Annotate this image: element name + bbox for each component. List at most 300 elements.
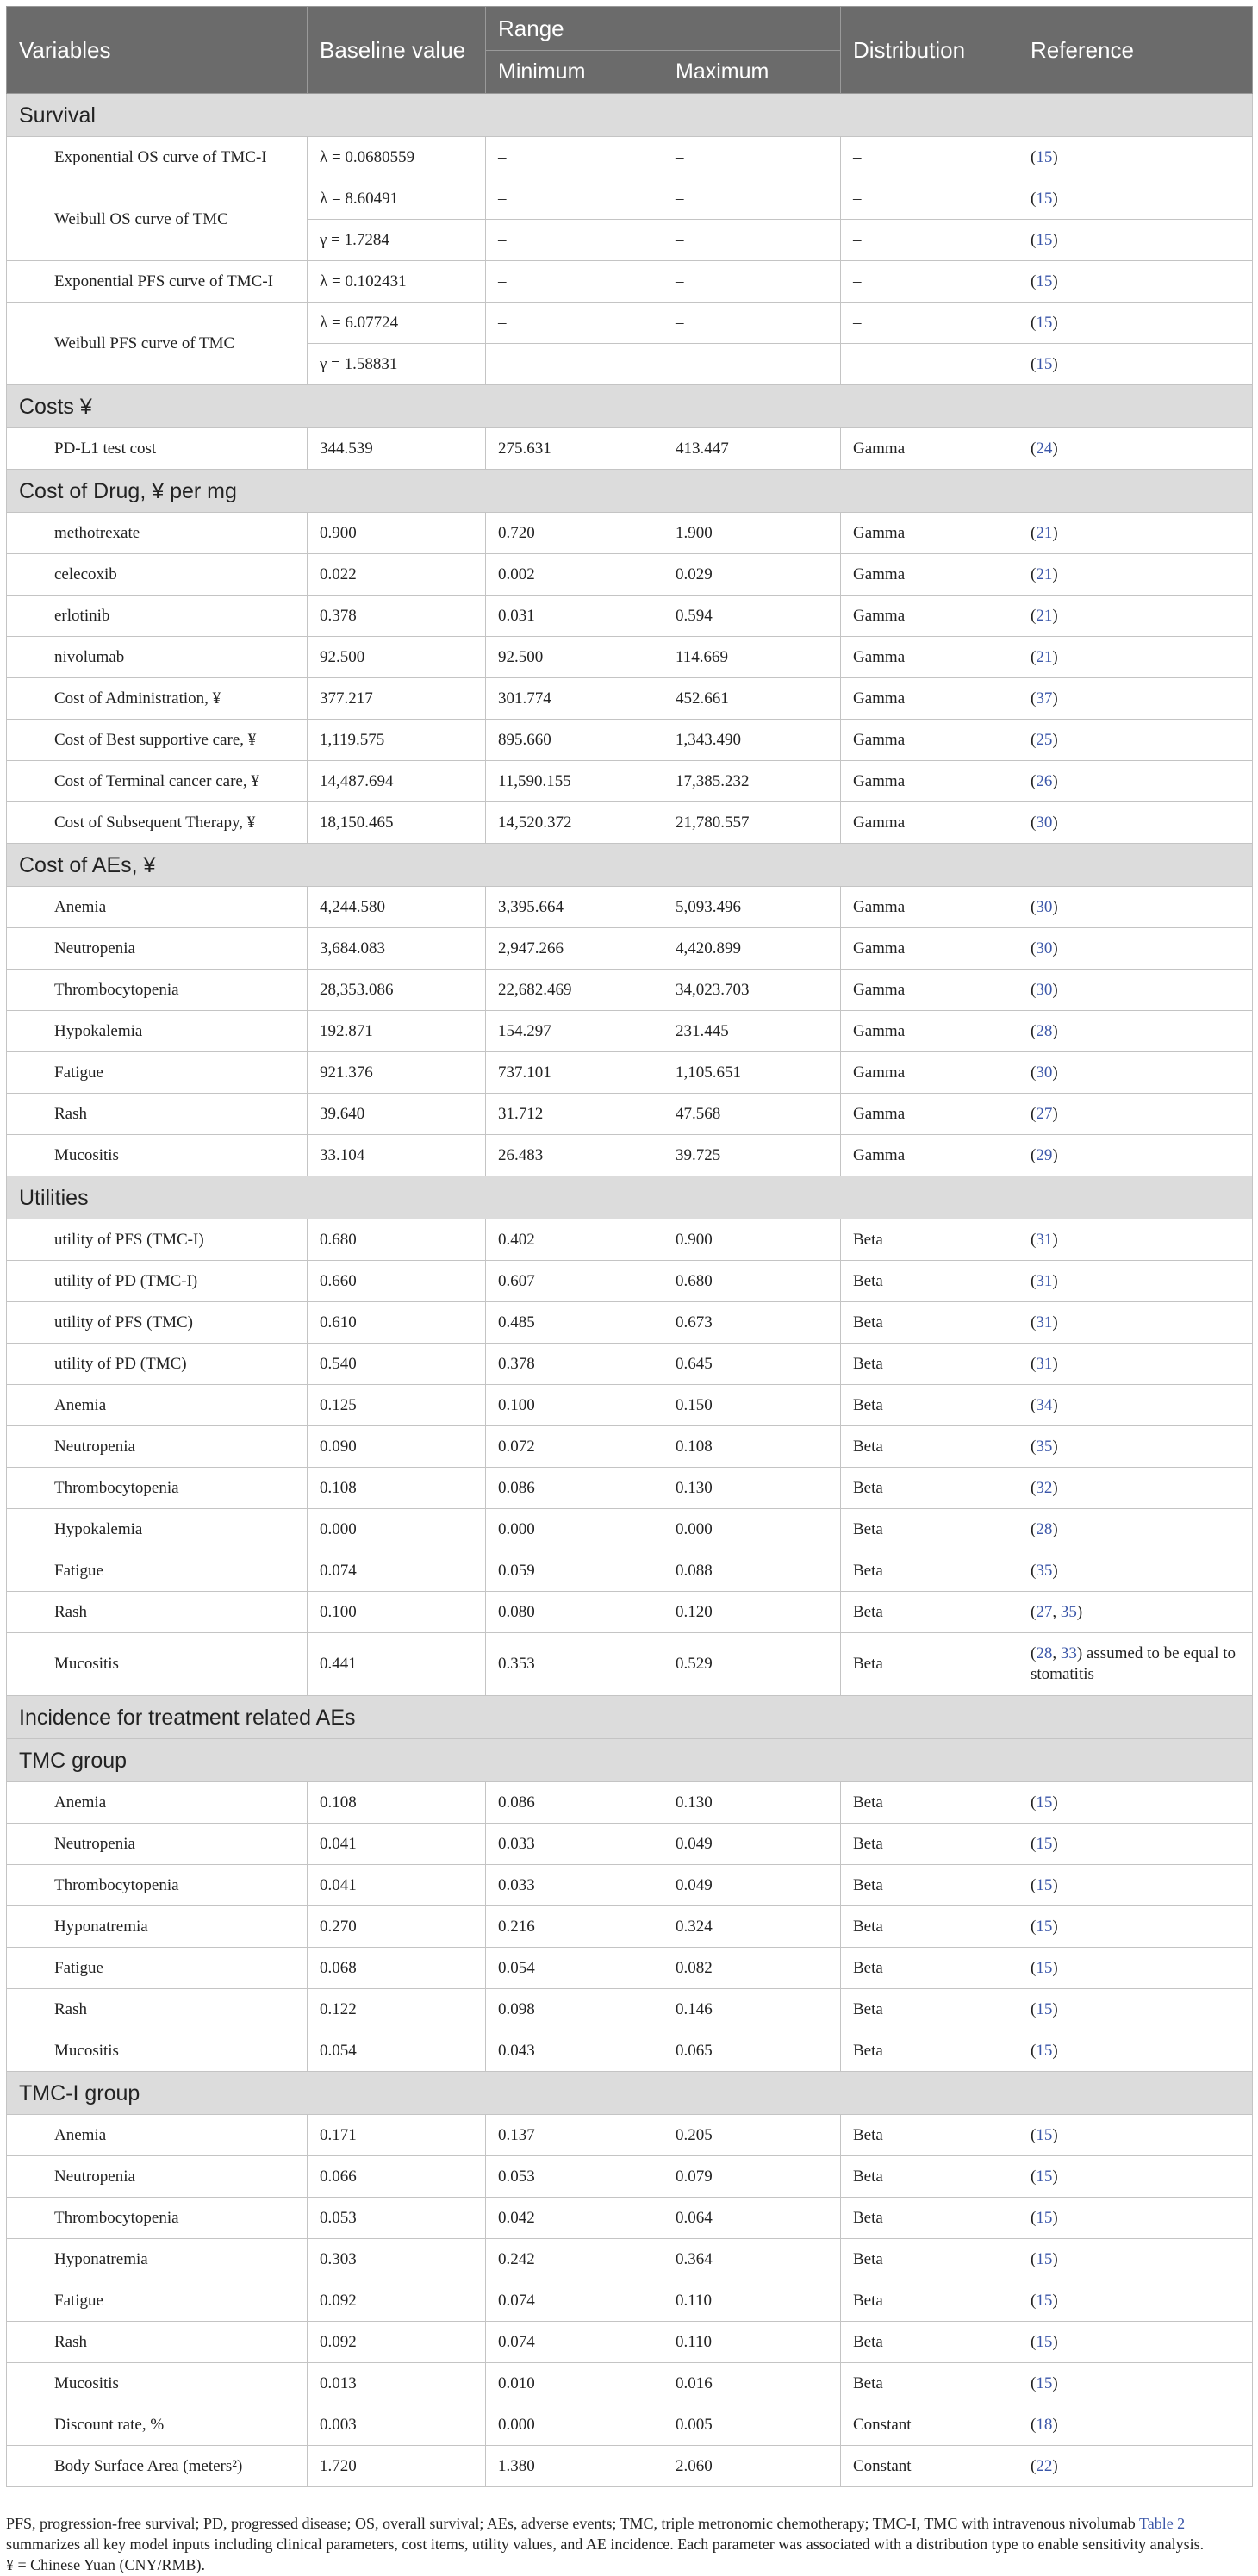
baseline-cell: 344.539 — [308, 428, 486, 470]
variable-cell: PD-L1 test cost — [7, 428, 308, 470]
table-row — [7, 303, 1253, 344]
baseline-cell: 0.122 — [308, 1989, 486, 2030]
citation-link[interactable]: 18 — [1036, 2415, 1053, 2434]
baseline-cell: 28,353.086 — [308, 970, 486, 1011]
maximum-cell: 2.060 — [663, 2446, 841, 2487]
maximum-cell: – — [663, 344, 841, 385]
citation-link[interactable]: 30 — [1036, 813, 1053, 832]
maximum-cell: 0.049 — [663, 1865, 841, 1906]
variable-cell: Mucositis — [7, 2363, 308, 2404]
citation-link[interactable]: 31 — [1036, 1271, 1053, 1290]
table-row — [7, 1865, 1253, 1906]
baseline-cell: 3,684.083 — [308, 928, 486, 970]
citation-link[interactable]: 15 — [1036, 313, 1053, 332]
distribution-cell: Beta — [841, 1385, 1018, 1426]
section-header — [7, 385, 1253, 428]
table-footnote — [6, 2513, 1252, 2575]
distribution-cell: – — [841, 137, 1018, 178]
reference-cell: (21) — [1018, 596, 1253, 637]
table-row — [7, 1135, 1253, 1176]
maximum-cell: 452.661 — [663, 678, 841, 720]
variable-cell: Rash — [7, 1989, 308, 2030]
baseline-cell: 0.092 — [308, 2280, 486, 2322]
distribution-cell: Gamma — [841, 1052, 1018, 1094]
citation-link[interactable]: 31 — [1036, 1230, 1053, 1249]
maximum-cell: 0.529 — [663, 1633, 841, 1696]
reference-cell: (15) — [1018, 2322, 1253, 2363]
variable-cell: utility of PD (TMC-I) — [7, 1261, 308, 1302]
baseline-cell: 0.378 — [308, 596, 486, 637]
baseline-cell: 0.003 — [308, 2404, 486, 2446]
reference-cell: (15) — [1018, 1782, 1253, 1824]
variable-cell: Thrombocytopenia — [7, 2198, 308, 2239]
maximum-cell: 0.324 — [663, 1906, 841, 1948]
maximum-cell: – — [663, 178, 841, 220]
distribution-cell: Gamma — [841, 761, 1018, 802]
parameters-table — [6, 6, 1253, 2487]
table-row — [7, 137, 1253, 178]
distribution-cell: – — [841, 178, 1018, 220]
citation-link[interactable]: 28 — [1036, 1519, 1053, 1538]
table-row — [7, 928, 1253, 970]
minimum-cell: 2,947.266 — [486, 928, 663, 970]
reference-cell: (24) — [1018, 428, 1253, 470]
header-maximum: Maximum — [663, 51, 841, 94]
baseline-cell: 0.900 — [308, 513, 486, 554]
variable-cell: Cost of Terminal cancer care, ¥ — [7, 761, 308, 802]
maximum-cell: 0.016 — [663, 2363, 841, 2404]
citation-link[interactable]: 15 — [1036, 2208, 1053, 2227]
citation-link[interactable]: 15 — [1036, 1917, 1053, 1936]
table-row — [7, 2446, 1253, 2487]
table-row — [7, 720, 1253, 761]
maximum-cell: 0.673 — [663, 1302, 841, 1344]
maximum-cell: 4,420.899 — [663, 928, 841, 970]
table-row — [7, 1052, 1253, 1094]
citation-link[interactable]: 31 — [1036, 1354, 1053, 1373]
baseline-cell: γ = 1.58831 — [308, 344, 486, 385]
reference-cell: (15) — [1018, 261, 1253, 303]
citation-link[interactable]: 15 — [1036, 2125, 1053, 2144]
citation-link[interactable]: 15 — [1036, 2332, 1053, 2351]
variable-cell: Weibull PFS curve of TMC — [7, 303, 308, 385]
maximum-cell: 231.445 — [663, 1011, 841, 1052]
minimum-cell: 0.137 — [486, 2115, 663, 2156]
baseline-cell: 0.092 — [308, 2322, 486, 2363]
reference-cell: (28, 33) assumed to be equal to stomatitis — [1018, 1633, 1253, 1696]
baseline-cell: 0.171 — [308, 2115, 486, 2156]
reference-cell: (30) — [1018, 802, 1253, 844]
baseline-cell: λ = 8.60491 — [308, 178, 486, 220]
reference-cell: (27, 35) — [1018, 1592, 1253, 1633]
variable-cell: Anemia — [7, 887, 308, 928]
distribution-cell: Beta — [841, 1865, 1018, 1906]
maximum-cell: 0.900 — [663, 1219, 841, 1261]
baseline-cell: 0.660 — [308, 1261, 486, 1302]
section-title: Cost of AEs, ¥ — [7, 844, 1253, 887]
maximum-cell: – — [663, 220, 841, 261]
table-row — [7, 637, 1253, 678]
reference-cell: (27) — [1018, 1094, 1253, 1135]
maximum-cell: – — [663, 303, 841, 344]
variable-cell: erlotinib — [7, 596, 308, 637]
maximum-cell: 0.065 — [663, 2030, 841, 2072]
citation-link[interactable]: 28 — [1036, 1021, 1053, 1040]
baseline-cell: λ = 0.102431 — [308, 261, 486, 303]
table-row — [7, 1633, 1253, 1696]
maximum-cell: 0.364 — [663, 2239, 841, 2280]
citation-link[interactable]: 15 — [1036, 2041, 1053, 2060]
citation-link[interactable]: 15 — [1036, 271, 1053, 290]
distribution-cell: Gamma — [841, 637, 1018, 678]
maximum-cell: 0.680 — [663, 1261, 841, 1302]
distribution-cell: Gamma — [841, 928, 1018, 970]
citation-link[interactable]: 21 — [1036, 606, 1053, 625]
distribution-cell: Gamma — [841, 887, 1018, 928]
variable-cell: Anemia — [7, 2115, 308, 2156]
table-row — [7, 1426, 1253, 1468]
variable-cell: Hyponatremia — [7, 1906, 308, 1948]
baseline-cell: 0.013 — [308, 2363, 486, 2404]
citation-link[interactable]: 27 — [1036, 1104, 1053, 1123]
minimum-cell: 0.000 — [486, 1509, 663, 1550]
citation-link[interactable]: 21 — [1036, 647, 1053, 666]
distribution-cell: Beta — [841, 2198, 1018, 2239]
minimum-cell: 0.010 — [486, 2363, 663, 2404]
table-row — [7, 1989, 1253, 2030]
section-title: Costs ¥ — [7, 385, 1253, 428]
minimum-cell: 0.100 — [486, 1385, 663, 1426]
variable-cell: Hyponatremia — [7, 2239, 308, 2280]
baseline-cell: γ = 1.7284 — [308, 220, 486, 261]
citation-link[interactable]: 15 — [1036, 2249, 1053, 2268]
table-row — [7, 1261, 1253, 1302]
header-distribution: Distribution — [841, 7, 1018, 94]
baseline-cell: 0.108 — [308, 1782, 486, 1824]
minimum-cell: 301.774 — [486, 678, 663, 720]
distribution-cell: Gamma — [841, 513, 1018, 554]
variable-cell: Anemia — [7, 1385, 308, 1426]
minimum-cell: 0.031 — [486, 596, 663, 637]
citation-link[interactable]: 15 — [1036, 147, 1053, 166]
minimum-cell: 11,590.155 — [486, 761, 663, 802]
baseline-cell: 0.680 — [308, 1219, 486, 1261]
baseline-cell: 0.441 — [308, 1633, 486, 1696]
citation-link[interactable]: 15 — [1036, 1834, 1053, 1853]
variable-cell: Neutropenia — [7, 928, 308, 970]
table-row — [7, 554, 1253, 596]
table-row — [7, 2280, 1253, 2322]
minimum-cell: 0.353 — [486, 1633, 663, 1696]
citation-link[interactable]: 21 — [1036, 523, 1053, 542]
distribution-cell: Gamma — [841, 802, 1018, 844]
reference-cell: (31) — [1018, 1302, 1253, 1344]
citation-link[interactable]: 21 — [1036, 564, 1053, 583]
baseline-cell: 92.500 — [308, 637, 486, 678]
table-row — [7, 1344, 1253, 1385]
variable-cell: Rash — [7, 1094, 308, 1135]
baseline-cell: 39.640 — [308, 1094, 486, 1135]
variable-cell: Neutropenia — [7, 1426, 308, 1468]
citation-link[interactable]: 32 — [1036, 1478, 1053, 1497]
baseline-cell: 0.053 — [308, 2198, 486, 2239]
citation-link[interactable]: 30 — [1036, 939, 1053, 957]
minimum-cell: 0.607 — [486, 1261, 663, 1302]
table-row — [7, 1385, 1253, 1426]
minimum-cell: – — [486, 261, 663, 303]
distribution-cell: Gamma — [841, 596, 1018, 637]
baseline-cell: 0.090 — [308, 1426, 486, 1468]
distribution-cell: Gamma — [841, 554, 1018, 596]
minimum-cell: 275.631 — [486, 428, 663, 470]
maximum-cell: 0.064 — [663, 2198, 841, 2239]
citation-link[interactable]: 15 — [1036, 2373, 1053, 2392]
distribution-cell: Beta — [841, 1468, 1018, 1509]
baseline-cell: 0.041 — [308, 1824, 486, 1865]
section-title: Utilities — [7, 1176, 1253, 1219]
section-header — [7, 844, 1253, 887]
baseline-cell: 33.104 — [308, 1135, 486, 1176]
distribution-cell: – — [841, 303, 1018, 344]
distribution-cell: – — [841, 344, 1018, 385]
maximum-cell: 0.110 — [663, 2280, 841, 2322]
citation-link[interactable]: 35 — [1036, 1561, 1053, 1580]
distribution-cell: Beta — [841, 2115, 1018, 2156]
citation-link[interactable]: 29 — [1036, 1145, 1053, 1164]
baseline-cell: 0.041 — [308, 1865, 486, 1906]
table-row — [7, 513, 1253, 554]
citation-link[interactable]: 15 — [1036, 1793, 1053, 1812]
reference-cell: (25) — [1018, 720, 1253, 761]
variable-cell: celecoxib — [7, 554, 308, 596]
variable-cell: Rash — [7, 2322, 308, 2363]
distribution-cell: Gamma — [841, 720, 1018, 761]
citation-link[interactable]: 15 — [1036, 2291, 1053, 2310]
baseline-cell: 192.871 — [308, 1011, 486, 1052]
minimum-cell: 0.098 — [486, 1989, 663, 2030]
variable-cell: Weibull OS curve of TMC — [7, 178, 308, 261]
minimum-cell: – — [486, 137, 663, 178]
baseline-cell: 0.066 — [308, 2156, 486, 2198]
citation-link[interactable]: 24 — [1036, 439, 1053, 458]
minimum-cell: 0.378 — [486, 1344, 663, 1385]
citation-link[interactable]: 15 — [1036, 189, 1053, 208]
section-header — [7, 1739, 1253, 1782]
distribution-cell: – — [841, 261, 1018, 303]
maximum-cell: 1,105.651 — [663, 1052, 841, 1094]
header-minimum: Minimum — [486, 51, 663, 94]
table-row — [7, 1906, 1253, 1948]
maximum-cell: 0.130 — [663, 1782, 841, 1824]
minimum-cell: 0.043 — [486, 2030, 663, 2072]
header-baseline: Baseline value — [308, 7, 486, 94]
baseline-cell: 0.108 — [308, 1468, 486, 1509]
table-row — [7, 2322, 1253, 2363]
citation-link[interactable]: 26 — [1036, 771, 1053, 790]
table-row — [7, 1219, 1253, 1261]
header-variables: Variables — [7, 7, 308, 94]
maximum-cell: 0.130 — [663, 1468, 841, 1509]
baseline-cell: 0.000 — [308, 1509, 486, 1550]
minimum-cell: 0.053 — [486, 2156, 663, 2198]
table-row — [7, 887, 1253, 928]
reference-cell: (15) — [1018, 137, 1253, 178]
distribution-cell: Beta — [841, 1633, 1018, 1696]
reference-cell: (21) — [1018, 637, 1253, 678]
variable-cell: utility of PFS (TMC-I) — [7, 1219, 308, 1261]
maximum-cell: 0.082 — [663, 1948, 841, 1989]
baseline-cell: 0.270 — [308, 1906, 486, 1948]
minimum-cell: – — [486, 344, 663, 385]
distribution-cell: Constant — [841, 2446, 1018, 2487]
baseline-cell: 0.054 — [308, 2030, 486, 2072]
distribution-cell: Beta — [841, 1906, 1018, 1948]
maximum-cell: 0.029 — [663, 554, 841, 596]
maximum-cell: 0.049 — [663, 1824, 841, 1865]
variable-cell: Fatigue — [7, 1052, 308, 1094]
citation-link[interactable]: 35 — [1060, 1602, 1077, 1621]
baseline-cell: 1.720 — [308, 2446, 486, 2487]
reference-cell: (21) — [1018, 513, 1253, 554]
variable-cell: methotrexate — [7, 513, 308, 554]
citation-link[interactable]: 15 — [1036, 354, 1053, 373]
maximum-cell: 1.900 — [663, 513, 841, 554]
distribution-cell: Gamma — [841, 1094, 1018, 1135]
maximum-cell: 0.110 — [663, 2322, 841, 2363]
table-row — [7, 1468, 1253, 1509]
minimum-cell: 0.033 — [486, 1865, 663, 1906]
variable-cell: Mucositis — [7, 1135, 308, 1176]
citation-link[interactable]: 15 — [1036, 2167, 1053, 2186]
maximum-cell: 5,093.496 — [663, 887, 841, 928]
table-row — [7, 761, 1253, 802]
variable-cell: Mucositis — [7, 1633, 308, 1696]
minimum-cell: 154.297 — [486, 1011, 663, 1052]
citation-link[interactable]: 28 — [1036, 1644, 1053, 1662]
reference-cell: (30) — [1018, 970, 1253, 1011]
maximum-cell: 0.146 — [663, 1989, 841, 2030]
baseline-cell: 4,244.580 — [308, 887, 486, 928]
citation-link[interactable]: 15 — [1036, 1999, 1053, 2018]
section-header — [7, 470, 1253, 513]
minimum-cell: 3,395.664 — [486, 887, 663, 928]
citation-link[interactable]: 25 — [1036, 730, 1053, 749]
citation-link[interactable]: 35 — [1036, 1437, 1053, 1456]
maximum-cell: 114.669 — [663, 637, 841, 678]
minimum-cell: 0.000 — [486, 2404, 663, 2446]
table-row — [7, 970, 1253, 1011]
distribution-cell: Beta — [841, 1592, 1018, 1633]
section-header — [7, 94, 1253, 137]
distribution-cell: Gamma — [841, 970, 1018, 1011]
maximum-cell: 0.205 — [663, 2115, 841, 2156]
table-2-link[interactable]: Table 2 — [1138, 2515, 1186, 2532]
reference-cell: (15) — [1018, 220, 1253, 261]
section-header — [7, 2072, 1253, 2115]
table-row — [7, 802, 1253, 844]
variable-cell: Rash — [7, 1592, 308, 1633]
maximum-cell: 413.447 — [663, 428, 841, 470]
variable-cell: Mucositis — [7, 2030, 308, 2072]
citation-link[interactable]: 30 — [1036, 980, 1053, 999]
reference-cell: (15) — [1018, 1906, 1253, 1948]
distribution-cell: Beta — [841, 1219, 1018, 1261]
maximum-cell: 1,343.490 — [663, 720, 841, 761]
minimum-cell: 0.002 — [486, 554, 663, 596]
reference-cell: (15) — [1018, 2156, 1253, 2198]
variable-cell: Cost of Best supportive care, ¥ — [7, 720, 308, 761]
baseline-cell: 0.100 — [308, 1592, 486, 1633]
distribution-cell: Gamma — [841, 678, 1018, 720]
baseline-cell: 0.540 — [308, 1344, 486, 1385]
variable-cell: Fatigue — [7, 2280, 308, 2322]
citation-link[interactable]: 27 — [1036, 1602, 1053, 1621]
minimum-cell: 0.033 — [486, 1824, 663, 1865]
maximum-cell: 39.725 — [663, 1135, 841, 1176]
section-title: Cost of Drug, ¥ per mg — [7, 470, 1253, 513]
minimum-cell: 22,682.469 — [486, 970, 663, 1011]
table-row — [7, 428, 1253, 470]
citation-link[interactable]: 30 — [1036, 897, 1053, 916]
minimum-cell: 0.720 — [486, 513, 663, 554]
variable-cell: Neutropenia — [7, 1824, 308, 1865]
table-row — [7, 1094, 1253, 1135]
minimum-cell: 14,520.372 — [486, 802, 663, 844]
citation-link[interactable]: 22 — [1036, 2456, 1053, 2475]
maximum-cell: 0.088 — [663, 1550, 841, 1592]
table-row — [7, 2239, 1253, 2280]
distribution-cell: Beta — [841, 2030, 1018, 2072]
section-header — [7, 1696, 1253, 1739]
distribution-cell: Beta — [841, 1261, 1018, 1302]
table-row — [7, 596, 1253, 637]
baseline-cell: 1,119.575 — [308, 720, 486, 761]
table-row — [7, 2363, 1253, 2404]
citation-link[interactable]: 15 — [1036, 1875, 1053, 1894]
citation-link[interactable]: 15 — [1036, 1958, 1053, 1977]
minimum-cell: 26.483 — [486, 1135, 663, 1176]
minimum-cell: 737.101 — [486, 1052, 663, 1094]
baseline-cell: λ = 0.0680559 — [308, 137, 486, 178]
citation-link[interactable]: 30 — [1036, 1063, 1053, 1082]
reference-cell: (15) — [1018, 1948, 1253, 1989]
variable-cell: Fatigue — [7, 1550, 308, 1592]
citation-link[interactable]: 34 — [1036, 1395, 1053, 1414]
variable-cell: Hypokalemia — [7, 1509, 308, 1550]
reference-cell: (35) — [1018, 1426, 1253, 1468]
table-row — [7, 2198, 1253, 2239]
variable-cell: Thrombocytopenia — [7, 1468, 308, 1509]
reference-cell: (15) — [1018, 344, 1253, 385]
citation-link[interactable]: 31 — [1036, 1313, 1053, 1332]
citation-link[interactable]: 33 — [1060, 1644, 1077, 1662]
reference-cell: (28) — [1018, 1011, 1253, 1052]
table-row — [7, 1948, 1253, 1989]
baseline-cell: 14,487.694 — [308, 761, 486, 802]
section-title: Incidence for treatment related AEs — [7, 1696, 1253, 1739]
minimum-cell: 0.216 — [486, 1906, 663, 1948]
maximum-cell: 21,780.557 — [663, 802, 841, 844]
citation-link[interactable]: 37 — [1036, 689, 1053, 708]
distribution-cell: Beta — [841, 1824, 1018, 1865]
table-row — [7, 1782, 1253, 1824]
baseline-cell: 0.610 — [308, 1302, 486, 1344]
maximum-cell: 0.645 — [663, 1344, 841, 1385]
footnote-currency: ¥ = Chinese Yuan (CNY/RMB). — [6, 2556, 205, 2573]
reference-cell: (15) — [1018, 2198, 1253, 2239]
reference-cell: (37) — [1018, 678, 1253, 720]
citation-link[interactable]: 15 — [1036, 230, 1053, 249]
